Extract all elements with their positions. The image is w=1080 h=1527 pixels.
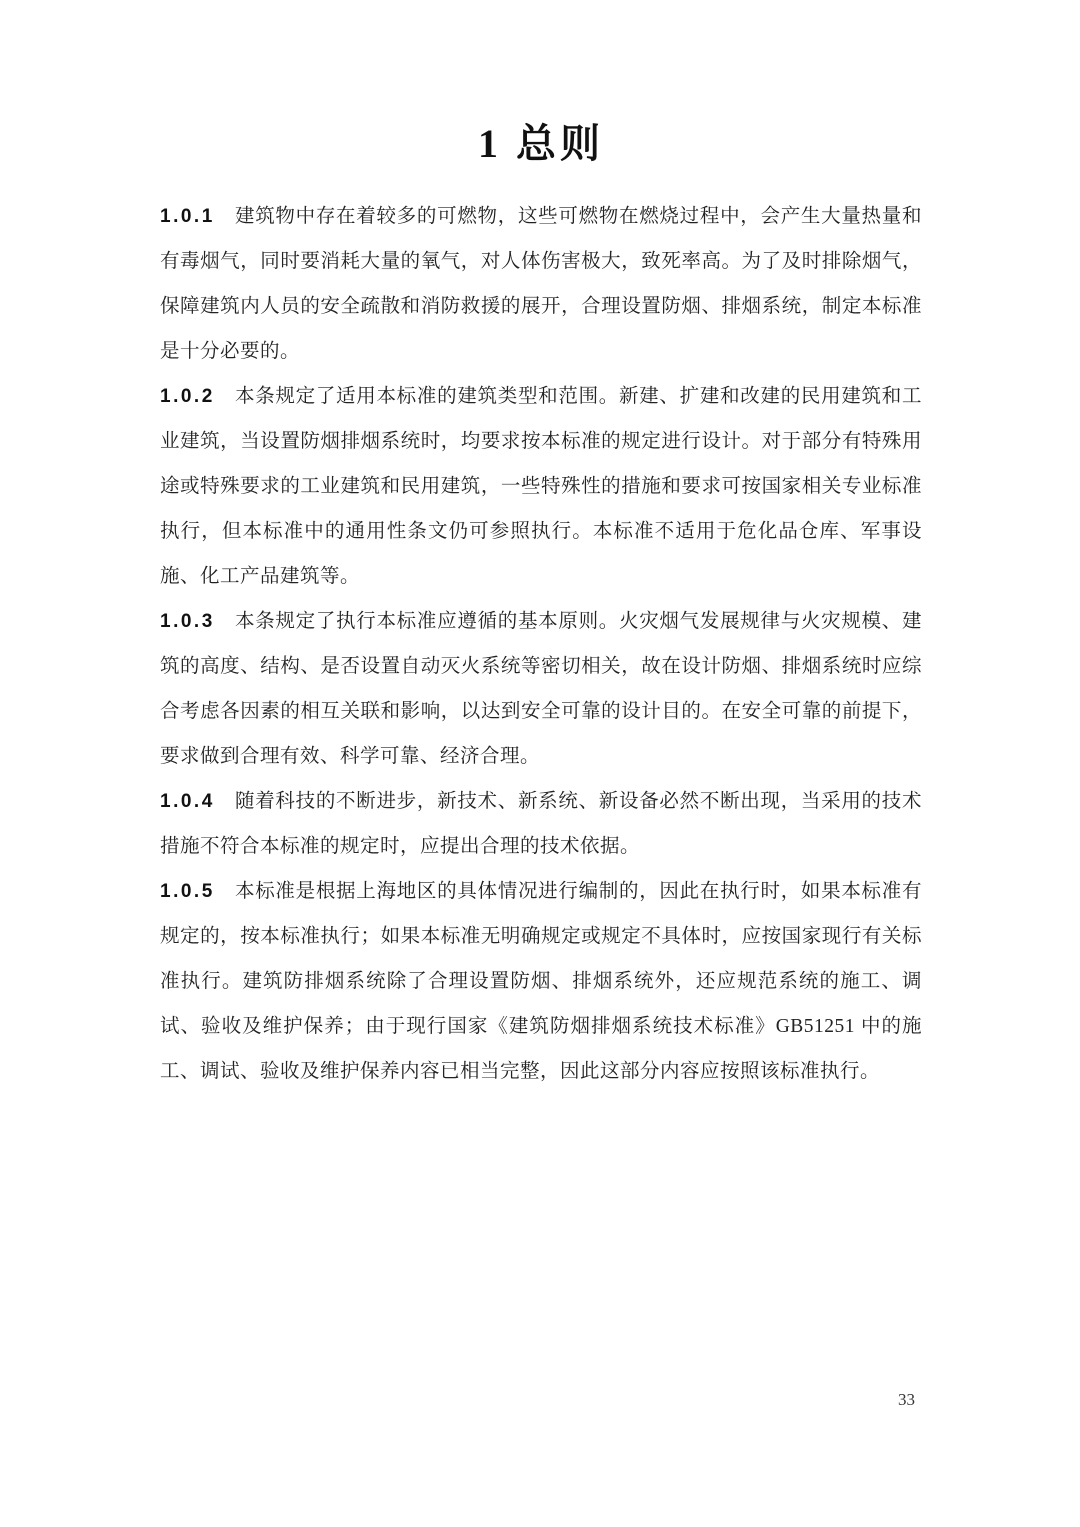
clause-list: [160, 194, 922, 1094]
clause-number: 1.0.1: [160, 206, 215, 227]
clause-paragraph: [160, 194, 922, 374]
page-number: 33: [898, 1390, 915, 1409]
page-content: [160, 0, 922, 1094]
clause-text: 建筑物中存在着较多的可燃物，这些可燃物在燃烧过程中，会产生大量热量和有毒烟气，同时要消耗大量的氧气，对人体伤害极大，致死率高。为了及时排除烟气，保障建筑内人员的安全疏散和消防救援的展开，合理设置防烟、排烟系统，制定本标准是十分必要的。: [160, 206, 922, 362]
clause-text: 本条规定了适用本标准的建筑类型和范围。新建、扩建和改建的民用建筑和工业建筑，当设置防烟排烟系统时，均要求按本标准的规定进行设计。对于部分有特殊用途或特殊要求的工业建筑和民用建筑，一些特殊性的措施和要求可按国家相关专业标准执行，但本标准中的通用性条文仍可参照执行。本标准不适用于危化品仓库、军事设施、化工产品建筑等。: [160, 386, 922, 587]
clause-number: 1.0.5: [160, 881, 215, 902]
clause-paragraph: [160, 779, 922, 869]
clause-paragraph: [160, 599, 922, 779]
page-title: 1 总则: [478, 121, 604, 166]
clause-number: 1.0.3: [160, 611, 215, 632]
clause-text: 本标准是根据上海地区的具体情况进行编制的，因此在执行时，如果本标准有规定的，按本标准执行；如果本标准无明确规定或规定不具体时，应按国家现行有关标准执行。建筑防排烟系统除了合理设置防烟、排烟系统外，还应规范系统的施工、调试、验收及维护保养；由于现行国家《建筑防烟排烟系统技术标准》GB51251 中的施工、调试、验收及维护保养内容已相当完整，因此这部分内容应按照该标准执行。: [160, 881, 922, 1082]
clause-number: 1.0.4: [160, 791, 215, 812]
clause-paragraph: [160, 374, 922, 599]
clause-number: 1.0.2: [160, 386, 215, 407]
clause-text: 随着科技的不断进步，新技术、新系统、新设备必然不断出现，当采用的技术措施不符合本标准的规定时，应提出合理的技术依据。: [160, 791, 922, 857]
clause-text: 本条规定了执行本标准应遵循的基本原则。火灾烟气发展规律与火灾规模、建筑的高度、结构、是否设置自动灭火系统等密切相关，故在设计防烟、排烟系统时应综合考虑各因素的相互关联和影响，以达到安全可靠的设计目的。在安全可靠的前提下，要求做到合理有效、科学可靠、经济合理。: [160, 611, 922, 767]
clause-paragraph: [160, 869, 922, 1094]
